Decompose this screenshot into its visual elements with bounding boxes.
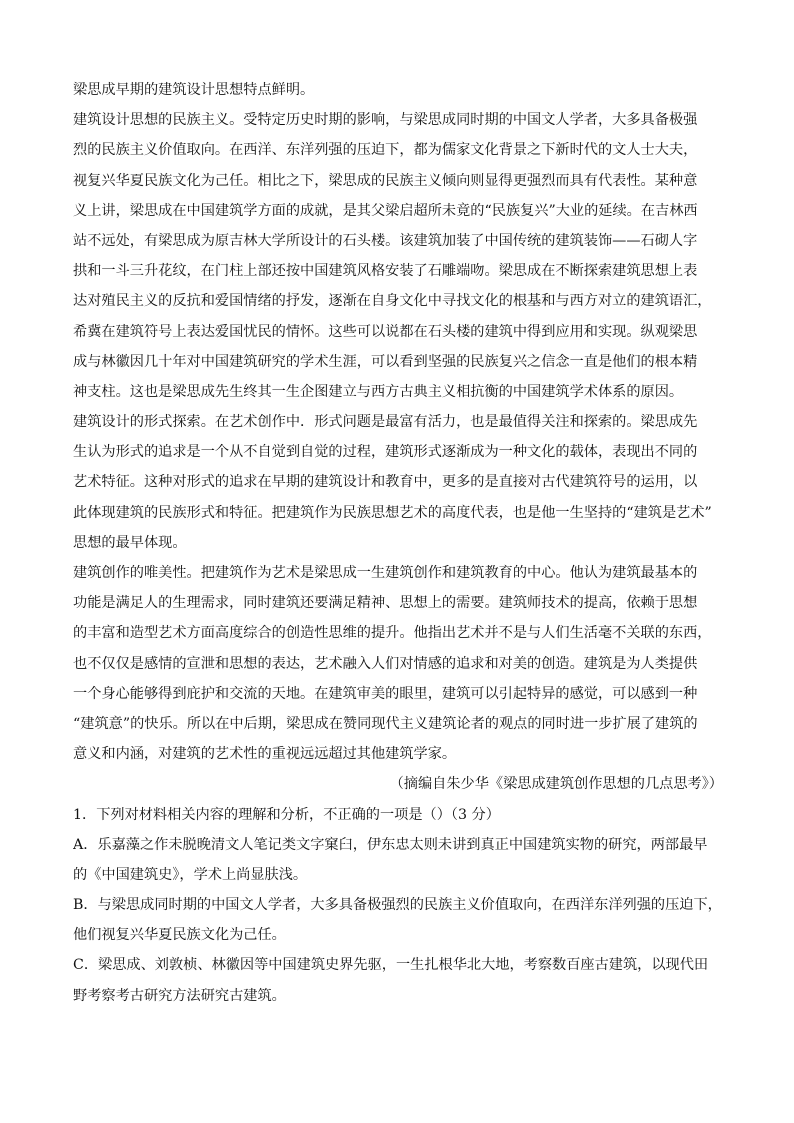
option-line: C．梁思成、刘敦桢、林徽因等中国建筑史界先驱，一生扎根华北大地，考察数百座古建筑，以现代田	[73, 957, 709, 974]
text-line: “建筑意”的快乐。所以在中后期，梁思成在赞同现代主义建筑论者的观点的同时进一步扩展了建筑的	[73, 715, 698, 732]
text-line: 成与林徽因几十年对中国建筑研究的学术生涯，可以看到坚强的民族复兴之信念一直是他们的根本精	[73, 353, 698, 370]
text-line: 思想的最早体现。	[73, 534, 187, 551]
text-line: 建筑设计的形式探索。在艺术创作中．形式问题是最富有活力，也是最值得关注和探索的。梁思成先	[73, 414, 698, 431]
text-line: 神支柱。这也是梁思成先生终其一生企图建立与西方古典主义相抗衡的中国建筑学术体系的原因。	[73, 383, 684, 400]
text-line: 达对殖民主义的反抗和爱国情绪的抒发，逐渐在自身文化中寻找文化的根基和与西方对立的建筑语汇，	[73, 293, 712, 310]
text-line: 意义和内涵，对建筑的艺术性的重视远远超过其他建筑学家。	[73, 746, 457, 763]
text-line: 建筑设计思想的民族主义。受特定历史时期的影响，与梁思成同时期的中国文人学者，大多具备极强	[73, 112, 698, 129]
text-line: 此体现建筑的民族形式和特征。把建筑作为民族思想艺术的高度代表，也是他一生坚持的“建筑是艺术”	[73, 504, 712, 521]
text-line: 烈的民族主义价值取向。在西洋、东洋列强的压迫下，都为儒家文化背景之下新时代的文人士大夫，	[73, 142, 698, 159]
text-line: 艺术特征。这种对形式的追求在早期的建筑设计和教育中，更多的是直接对古代建筑符号的运用，以	[73, 474, 698, 491]
question-stem: 1．下列对材料相关内容的理解和分析，不正确的一项是（）（3 分）	[73, 806, 500, 823]
option-line: 的《中国建筑史》，学术上尚显肤浅。	[73, 866, 308, 883]
text-line: 功能是满足人的生理需求，同时建筑还要满足精神、思想上的需要。建筑师技术的提高，依赖于思想	[73, 595, 698, 612]
text-line: 义上讲，梁思成在中国建筑学方面的成就，是其父梁启超所未竟的“民族复兴”大业的延续。在吉林西	[73, 202, 698, 219]
option-line: 他们视复兴华夏民族文化为己任。	[73, 927, 286, 944]
text-line: 生认为形式的追求是一个从不自觉到自觉的过程，建筑形式逐渐成为一种文化的载体，表现出不同的	[73, 444, 698, 461]
text-line: 一个身心能够得到庇护和交流的天地。在建筑审美的眼里，建筑可以引起特异的感觉，可以感到一种	[73, 685, 698, 702]
text-line: 的丰富和造型艺术方面高度综合的创造性思维的提升。他指出艺术并不是与人们生活毫不关联的东西，	[73, 625, 712, 642]
option-line: A．乐嘉藻之作未脱晚清文人笔记类文字窠臼，伊东忠太则未讲到真正中国建筑实物的研究，两部最早	[73, 836, 708, 853]
text-line: 站不远处，有梁思成为原吉林大学所设计的石头楼。该建筑加装了中国传统的建筑装饰——石砌人字	[73, 232, 698, 249]
option-line: B．与梁思成同时期的中国文人学者，大多具备极强烈的民族主义价值取向，在西洋东洋列强的压迫下，	[73, 897, 722, 914]
text-line: 拱和一斗三升花纹，在门柱上部还按中国建筑风格安装了石雕端吻。梁思成在不断探索建筑思想上表	[73, 263, 698, 280]
text-line: 梁思成早期的建筑设计思想特点鲜明。	[73, 82, 315, 98]
text-line: 建筑创作的唯美性。把建筑作为艺术是梁思成一生建筑创作和建筑教育的中心。他认为建筑最基本的	[73, 565, 698, 581]
source-citation: （摘编自朱少华《梁思成建筑创作思想的几点思考》）	[389, 776, 723, 793]
text-line: 视复兴华夏民族文化为己任。相比之下，梁思成的民族主义倾向则显得更强烈而具有代表性。某种意	[73, 172, 698, 189]
text-line: 希冀在建筑符号上表达爱国忧民的情怀。这些可以说都在石头楼的建筑中得到应用和实现。纵观梁思	[73, 323, 698, 340]
option-line: 野考察考古研究方法研究古建筑。	[73, 987, 286, 1004]
text-line: 也不仅仅是感情的宣泄和思想的表达，艺术融入人们对情感的追求和对美的创造。建筑是为人类提供	[73, 655, 698, 672]
article-body	[73, 75, 723, 1011]
